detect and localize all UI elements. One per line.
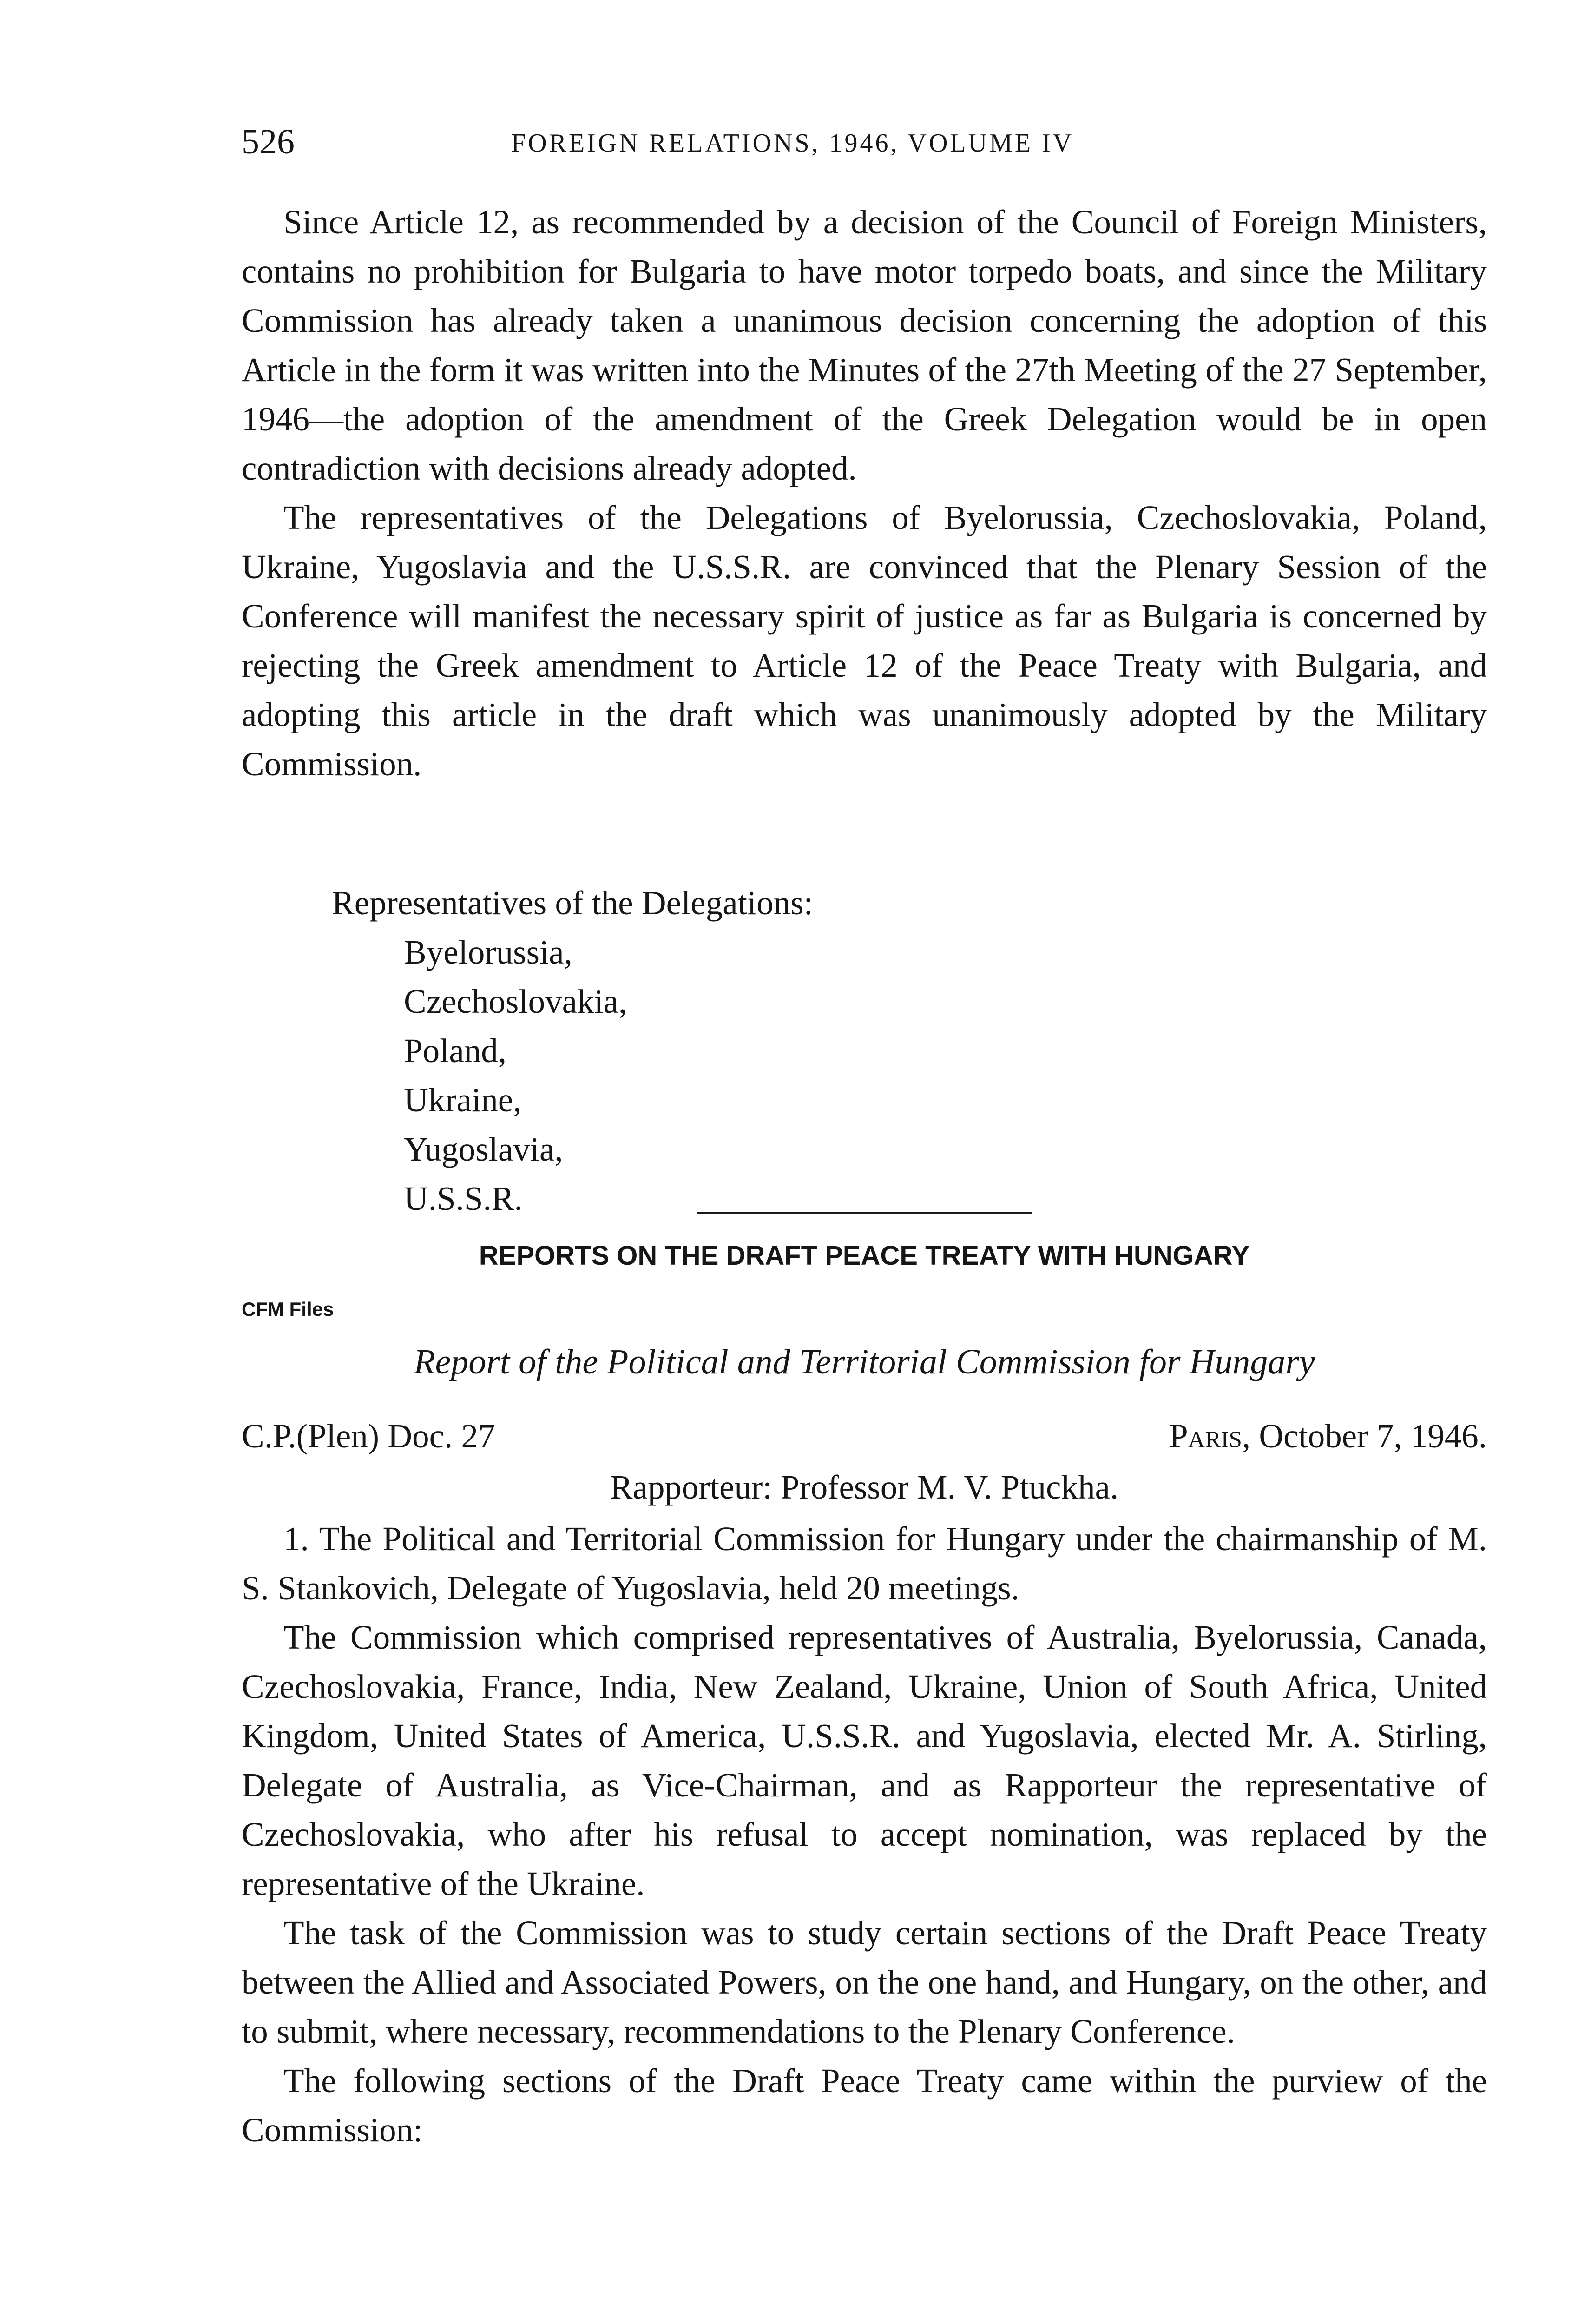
delegation-byelorussia: Byelorussia, bbox=[404, 933, 572, 971]
delegation-poland: Poland, bbox=[404, 1032, 507, 1070]
page-number: 526 bbox=[242, 122, 295, 161]
paragraph-sections-purview: The following sections of the Draft Peace Treaty came within the purview of the Commission: bbox=[242, 2062, 1487, 2149]
paragraph-article-12: Since Article 12, as recommended by a decision of the Council of Foreign Ministers, contains no prohibition for Bulgaria to have motor torpedo boats, and since the Military Commission has already taken a unanimous decision concerning the adoption of this Article in the form it was written into the Minutes of the 27th Meeting of the 27 September, 1946—the adoption of the amendment of the Greek Delegation would be in open contradiction with decisions already adopted. bbox=[242, 203, 1487, 487]
paragraph-commission-meetings: 1. The Political and Territorial Commission for Hungary under the chairmanship of M. S. Stankovich, Delegate of Yugoslavia, held 20 meetings. bbox=[242, 1520, 1487, 1607]
report-body bbox=[242, 1514, 1487, 2155]
delegation-czechoslovakia: Czechoslovakia, bbox=[404, 983, 627, 1020]
section-divider bbox=[697, 1212, 1032, 1214]
delegation-yugoslavia: Yugoslavia, bbox=[404, 1130, 563, 1168]
delegation-ukraine: Ukraine, bbox=[404, 1081, 522, 1119]
place: Paris bbox=[1169, 1417, 1242, 1455]
source-label: CFM Files bbox=[242, 1298, 334, 1320]
paragraph-commission-task: The task of the Commission was to study certain sections of the Draft Peace Treaty between the Allied and Associated Powers, on the one hand, and Hungary, on the other, and to submit, where necessary, recommendations to the Plenary Conference. bbox=[242, 1914, 1487, 2050]
report-title: Report of the Political and Territorial Commission for Hungary bbox=[414, 1342, 1315, 1381]
document-number: C.P.(Plen) Doc. 27 bbox=[242, 1417, 495, 1455]
place-and-date bbox=[1073, 1411, 1487, 1462]
section-title: REPORTS ON THE DRAFT PEACE TREATY WITH HUNGARY bbox=[479, 1241, 1250, 1271]
signature-block bbox=[332, 878, 813, 1223]
delegation-ussr: U.S.S.R. bbox=[404, 1180, 523, 1217]
delegation-list bbox=[332, 928, 813, 1223]
running-title: FOREIGN RELATIONS, 1946, VOLUME IV bbox=[511, 129, 1074, 158]
paragraph-commission-composition: The Commission which comprised representatives of Australia, Byelorussia, Canada, Czechoslovakia, France, India, New Zealand, Ukraine, Union of South Africa, United Kingdom, United States of America, U.S.S.R. and Yugoslavia, elected Mr. A. Stirling, Delegate of Australia, as Vice-Chairman, and as Rapporteur the representative of Czechoslovakia, who after his refusal to accept nomination, was replaced by the representative of the Ukraine. bbox=[242, 1618, 1487, 1902]
rapporteur-line: Rapporteur: Professor M. V. Ptuckha. bbox=[610, 1468, 1119, 1506]
running-header bbox=[242, 119, 1496, 170]
continuation-text bbox=[242, 198, 1487, 789]
signature-heading: Representatives of the Delegations: bbox=[332, 884, 813, 922]
date: , October 7, 1946. bbox=[1242, 1417, 1487, 1455]
paragraph-representatives-convinced: The representatives of the Delegations of Byelorussia, Czechoslovakia, Poland, Ukraine, Yugoslavia and the U.S.S.R. are convinced that the Plenary Session of the Conference will manifest the necessary spirit of justice as far as Bulgaria is concerned by rejecting the Greek amendment to Article 12 of the Peace Treaty with Bulgaria, and adopting this article in the draft which was unanimously adopted by the Military Commission. bbox=[242, 499, 1487, 783]
